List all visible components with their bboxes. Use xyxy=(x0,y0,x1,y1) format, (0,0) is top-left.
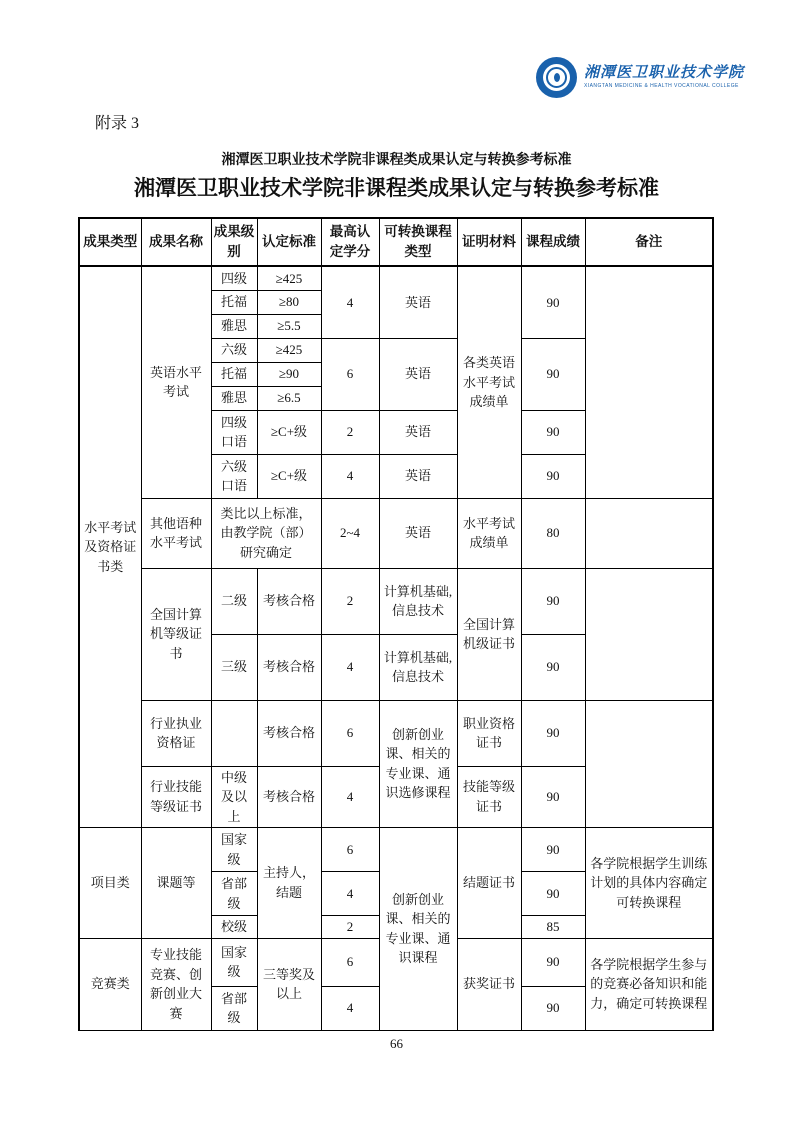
table-cell: 创新创业课、相关的专业课、通识选修课程 xyxy=(379,700,457,828)
column-header: 证明材料 xyxy=(457,218,521,266)
table-cell: 校级 xyxy=(211,916,257,939)
table-cell: 六级口语 xyxy=(211,454,257,498)
table-cell: 英语 xyxy=(379,498,457,568)
table-cell: 6 xyxy=(321,938,379,986)
table-cell: 6 xyxy=(321,700,379,766)
table-cell: 各类英语水平考试成绩单 xyxy=(457,266,521,498)
table-cell: 计算机基础,信息技术 xyxy=(379,568,457,634)
column-header: 成果类型 xyxy=(79,218,141,266)
table-cell: 4 xyxy=(321,266,379,338)
table-row xyxy=(79,828,713,872)
document-title: 湘潭医卫职业技术学院非课程类成果认定与转换参考标准 xyxy=(134,177,659,200)
table-cell: 英语水平考试 xyxy=(141,266,211,498)
table-cell: 90 xyxy=(521,938,585,986)
table-cell: 各学院根据学生参与的竞赛必备知识和能力，确定可转换课程 xyxy=(585,938,713,1030)
table-cell: 全国计算机级证书 xyxy=(457,568,521,700)
table-cell xyxy=(585,498,713,568)
table-cell: 4 xyxy=(321,766,379,828)
table-row xyxy=(79,498,713,568)
table-cell: 90 xyxy=(521,410,585,454)
table-cell: 考核合格 xyxy=(257,634,321,700)
table-cell: 国家级 xyxy=(211,828,257,872)
table-cell: 技能等级证书 xyxy=(457,766,521,828)
table-cell: 创新创业课、相关的专业课、通识课程 xyxy=(379,828,457,1031)
table-cell: 90 xyxy=(521,766,585,828)
table-cell: 四级 xyxy=(211,266,257,290)
table-cell xyxy=(585,266,713,498)
table-cell: ≥80 xyxy=(257,290,321,314)
table-cell: 考核合格 xyxy=(257,766,321,828)
table-cell: 6 xyxy=(321,828,379,872)
table-cell: 托福 xyxy=(211,362,257,386)
column-header: 课程成绩 xyxy=(521,218,585,266)
table-cell: 90 xyxy=(521,454,585,498)
table-cell: 三等奖及以上 xyxy=(257,938,321,1030)
table-cell: ≥C+级 xyxy=(257,454,321,498)
table-cell: 英语 xyxy=(379,410,457,454)
table-cell: ≥5.5 xyxy=(257,314,321,338)
column-header: 成果级别 xyxy=(211,218,257,266)
table-cell: 4 xyxy=(321,986,379,1030)
table-cell: 6 xyxy=(321,338,379,410)
table-cell: 英语 xyxy=(379,454,457,498)
table-cell: 2 xyxy=(321,410,379,454)
table-cell: 90 xyxy=(521,266,585,338)
table-cell: 专业技能竞赛、创新创业大赛 xyxy=(141,938,211,1030)
table-cell: ≥425 xyxy=(257,338,321,362)
table-cell: 获奖证书 xyxy=(457,938,521,1030)
table-cell: 结题证书 xyxy=(457,828,521,939)
table-cell: 课题等 xyxy=(141,828,211,939)
table-cell: 4 xyxy=(321,454,379,498)
table-cell: 行业技能等级证书 xyxy=(141,766,211,828)
table-cell: 托福 xyxy=(211,290,257,314)
table-cell: 主持人，结题 xyxy=(257,828,321,939)
table-cell: ≥90 xyxy=(257,362,321,386)
table-cell: 中级及以上 xyxy=(211,766,257,828)
table-cell: 2 xyxy=(321,568,379,634)
table-cell: 考核合格 xyxy=(257,568,321,634)
table-cell xyxy=(585,700,713,828)
page-number: 66 xyxy=(390,1036,403,1051)
table-row xyxy=(79,568,713,634)
table-cell xyxy=(211,700,257,766)
table-cell: 90 xyxy=(521,986,585,1030)
table-cell: 90 xyxy=(521,700,585,766)
college-name-en: XIANGTAN MEDICINE & HEALTH VOCATIONAL COLLEGE xyxy=(584,82,739,89)
table-cell xyxy=(585,568,713,700)
standards-table-wrapper xyxy=(78,217,712,1031)
table-cell: 三级 xyxy=(211,634,257,700)
table-body xyxy=(79,266,713,1030)
table-cell: 英语 xyxy=(379,266,457,338)
table-cell: 英语 xyxy=(379,338,457,410)
table-cell: 2~4 xyxy=(321,498,379,568)
table-cell: 90 xyxy=(521,634,585,700)
table-row xyxy=(79,700,713,766)
table-cell: 省部级 xyxy=(211,872,257,916)
appendix-label: 附录 3 xyxy=(95,115,140,132)
table-cell: 水平考试及资格证书类 xyxy=(79,266,141,828)
column-header: 认定标准 xyxy=(257,218,321,266)
table-header xyxy=(79,218,713,266)
table-cell: 考核合格 xyxy=(257,700,321,766)
table-cell: 雅思 xyxy=(211,314,257,338)
table-cell: ≥C+级 xyxy=(257,410,321,454)
table-cell: 二级 xyxy=(211,568,257,634)
table-cell: 80 xyxy=(521,498,585,568)
table-cell: 竞赛类 xyxy=(79,938,141,1030)
table-cell: 90 xyxy=(521,338,585,410)
table-cell: 4 xyxy=(321,872,379,916)
column-header: 最高认定学分 xyxy=(321,218,379,266)
column-header: 可转换课程类型 xyxy=(379,218,457,266)
table-cell: ≥6.5 xyxy=(257,386,321,410)
table-cell: 六级 xyxy=(211,338,257,362)
table-cell: 其他语种水平考试 xyxy=(141,498,211,568)
college-emblem-icon xyxy=(536,57,577,98)
table-cell: 4 xyxy=(321,634,379,700)
table-cell: 全国计算机等级证书 xyxy=(141,568,211,700)
standards-table xyxy=(78,217,714,1031)
table-cell: 90 xyxy=(521,568,585,634)
college-name-cn: 湘潭医卫职业技术学院 xyxy=(584,65,745,81)
table-cell: 省部级 xyxy=(211,986,257,1030)
table-cell: 类比以上标准，由教学院（部）研究确定 xyxy=(211,498,321,568)
table-cell: 项目类 xyxy=(79,828,141,939)
table-cell: 90 xyxy=(521,828,585,872)
table-cell: 行业执业资格证 xyxy=(141,700,211,766)
table-cell: 四级口语 xyxy=(211,410,257,454)
table-cell: 2 xyxy=(321,916,379,939)
document-subtitle: 湘潭医卫职业技术学院非课程类成果认定与转换参考标准 xyxy=(221,151,572,167)
table-cell: 各学院根据学生训练计划的具体内容确定可转换课程 xyxy=(585,828,713,939)
table-cell: ≥425 xyxy=(257,266,321,290)
table-cell: 职业资格证书 xyxy=(457,700,521,766)
table-cell: 计算机基础,信息技术 xyxy=(379,634,457,700)
table-row xyxy=(79,266,713,290)
table-cell: 雅思 xyxy=(211,386,257,410)
column-header: 成果名称 xyxy=(141,218,211,266)
table-cell: 水平考试成绩单 xyxy=(457,498,521,568)
table-cell: 90 xyxy=(521,872,585,916)
column-header: 备注 xyxy=(585,218,713,266)
table-cell: 国家级 xyxy=(211,938,257,986)
college-logo xyxy=(536,57,745,98)
table-cell: 85 xyxy=(521,916,585,939)
